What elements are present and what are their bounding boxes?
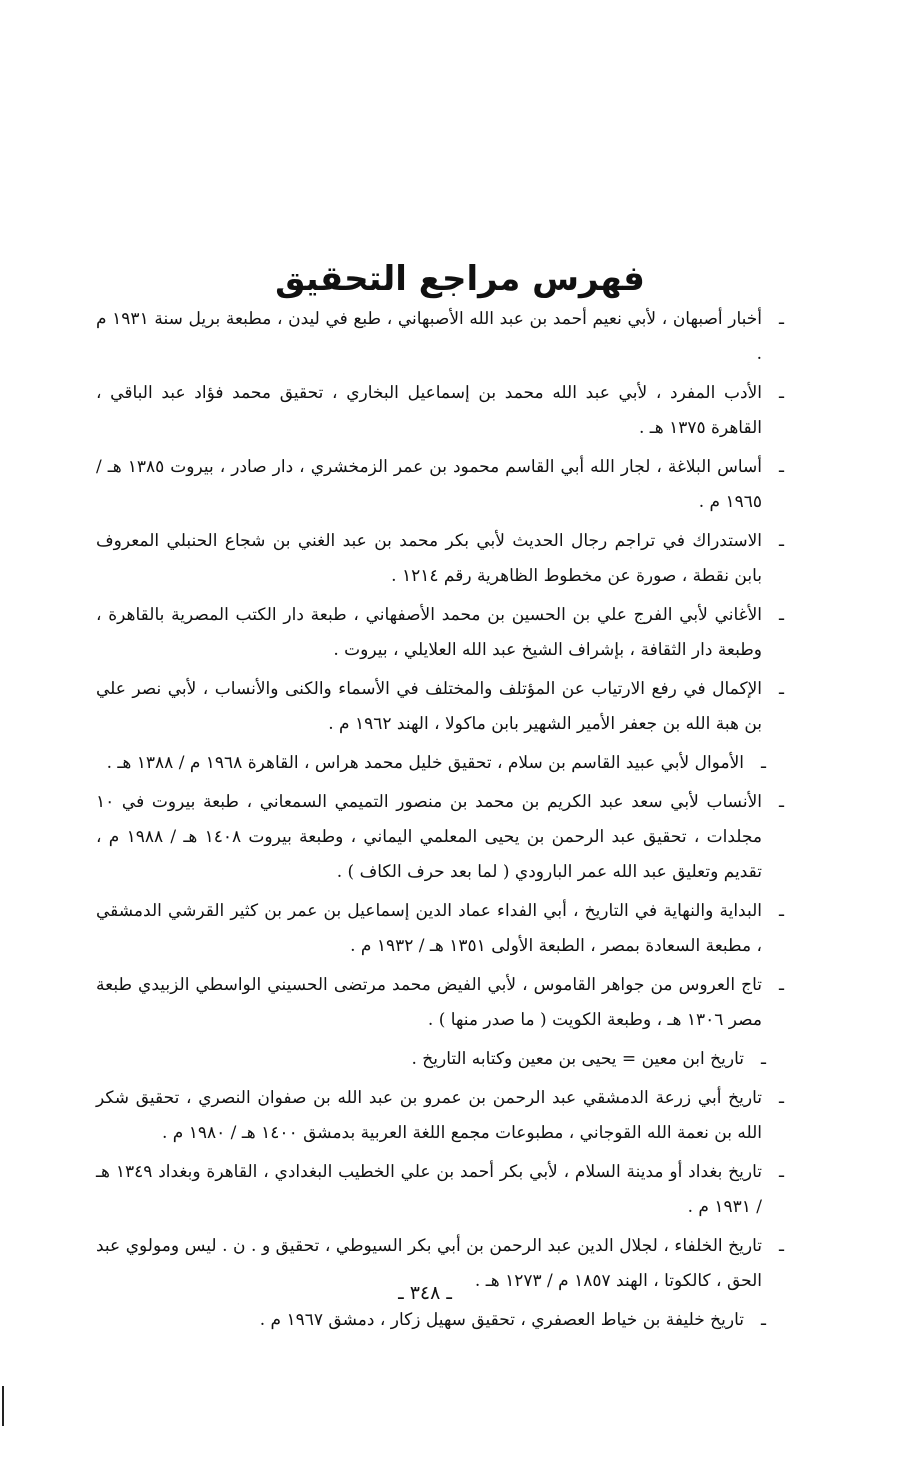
entry-text: تاريخ بغداد أو مدينة السلام ، لأبي بكر أحمد بن علي الخطيب البغدادي ، القاهرة وبغداد ١٣٤٩ هـ / ١٩٣١ م .: [96, 1162, 762, 1217]
entry-bullet: ـ: [779, 531, 784, 551]
entry-bullet: ـ: [761, 1310, 766, 1330]
entry-bullet: ـ: [779, 679, 784, 699]
entry-bullet: ـ: [779, 792, 784, 812]
entry-text: الإكمال في رفع الارتياب عن المؤتلف والمختلف في الأسماء والكنى والأنساب ، لأبي نصر علي بن هبة الله بن جعفر الأمير الشهير بابن ماكولا ، الهند ١٩٦٢ م .: [96, 679, 762, 734]
entry-bullet: ـ: [779, 975, 784, 995]
entry-bullet: ـ: [779, 309, 784, 329]
entry-text: تاريخ أبي زرعة الدمشقي عبد الرحمن بن عمرو بن عبد الله بن صفوان النصري ، تحقيق شكر الله بن نعمة الله القوجاني ، مطبوعات مجمع اللغة العربية بدمشق ١٤٠٠ هـ / ١٩٨٠ م .: [96, 1088, 762, 1143]
entry-bullet: ـ: [761, 753, 766, 773]
page-title: فهرس مراجع التحقيق: [275, 258, 645, 299]
entry-text: البداية والنهاية في التاريخ ، أبي الفداء عماد الدين إسماعيل بن عمر بن كثير القرشي الدمشقي ، مطبعة السعادة بمصر ، الطبعة الأولى ١٣٥١ هـ / ١٩٣٢ م .: [96, 901, 762, 956]
reference-entry: [96, 672, 784, 742]
entry-text: تاريخ خليفة بن خياط العصفري ، تحقيق سهيل زكار ، دمشق ١٩٦٧ م .: [259, 1310, 744, 1330]
entry-text: تاج العروس من جواهر القاموس ، لأبي الفيض محمد مرتضى الحسيني الواسطي الزبيدي طبعة مصر ١٣٠٦ هـ ، وطبعة الكويت ( ما صدر منها ) .: [96, 975, 762, 1030]
entry-bullet: ـ: [779, 1088, 784, 1108]
reference-entry: [96, 524, 784, 594]
entry-text: الاستدراك في تراجم رجال الحديث لأبي بكر محمد بن عبد الغني بن شجاع الحنبلي المعروف بابن نقطة ، صورة عن مخطوط الظاهرية رقم ١٢١٤ .: [96, 531, 762, 586]
reference-entry: [96, 785, 784, 890]
reference-entry: [96, 1303, 784, 1338]
entry-text: أخبار أصبهان ، لأبي نعيم أحمد بن عبد الله الأصبهاني ، طبع في ليدن ، مطبعة بريل سنة ١٩٣١ م .: [96, 309, 762, 364]
reference-entry: [96, 968, 784, 1038]
entry-text: الأدب المفرد ، لأبي عبد الله محمد بن إسماعيل البخاري ، تحقيق محمد فؤاد عبد الباقي ، القاهرة ١٣٧٥ هـ .: [96, 383, 762, 438]
entry-bullet: ـ: [779, 605, 784, 625]
reference-entry: [96, 376, 784, 446]
reference-entry: [96, 1155, 784, 1225]
entry-text: الأغاني لأبي الفرج علي بن الحسين بن محمد الأصفهاني ، طبعة دار الكتب المصرية بالقاهرة ، وطبعة دار الثقافة ، بإشراف الشيخ عبد الله العلايلي ، بيروت .: [96, 605, 762, 660]
entry-bullet: ـ: [779, 901, 784, 921]
reference-entry: [96, 746, 784, 781]
reference-entry: [96, 1042, 784, 1077]
entry-text: الأنساب لأبي سعد عبد الكريم بن محمد بن منصور التميمي السمعاني ، طبعة بيروت في ١٠ مجلدات ، تحقيق عبد الرحمن بن يحيى المعلمي اليماني ، وطبعة بيروت ١٤٠٨ هـ / ١٩٨٨ م ، تقديم وتعليق عبد الله عمر البارودي ( لما بعد حرف الكاف ) .: [96, 792, 762, 882]
page-number: ـ ٣٤٨ ـ: [398, 1282, 452, 1304]
scan-edge-mark: [2, 1386, 4, 1426]
entry-text: تاريخ الخلفاء ، لجلال الدين عبد الرحمن بن أبي بكر السيوطي ، تحقيق و . ن . ليس ومولوي عبد الحق ، كالكوتا ، الهند ١٨٥٧ م / ١٢٧٣ هـ .: [96, 1236, 762, 1291]
entry-text: أساس البلاغة ، لجار الله أبي القاسم محمود بن عمر الزمخشري ، دار صادر ، بيروت ١٣٨٥ هـ / ١٩٦٥ م .: [96, 457, 762, 512]
entry-text: تاريخ ابن معين = يحيى بن معين وكتابه التاريخ .: [411, 1049, 744, 1069]
entry-bullet: ـ: [779, 1236, 784, 1256]
entry-bullet: ـ: [779, 1162, 784, 1182]
reference-entry: [96, 894, 784, 964]
entry-bullet: ـ: [779, 383, 784, 403]
entry-bullet: ـ: [779, 457, 784, 477]
entry-text: الأموال لأبي عبيد القاسم بن سلام ، تحقيق خليل محمد هراس ، القاهرة ١٩٦٨ م / ١٣٨٨ هـ .: [106, 753, 744, 773]
reference-entry: [96, 598, 784, 668]
reference-entry: [96, 450, 784, 520]
reference-entry: [96, 302, 784, 372]
entry-bullet: ـ: [761, 1049, 766, 1069]
references-list: [96, 302, 784, 1342]
reference-entry: [96, 1081, 784, 1151]
